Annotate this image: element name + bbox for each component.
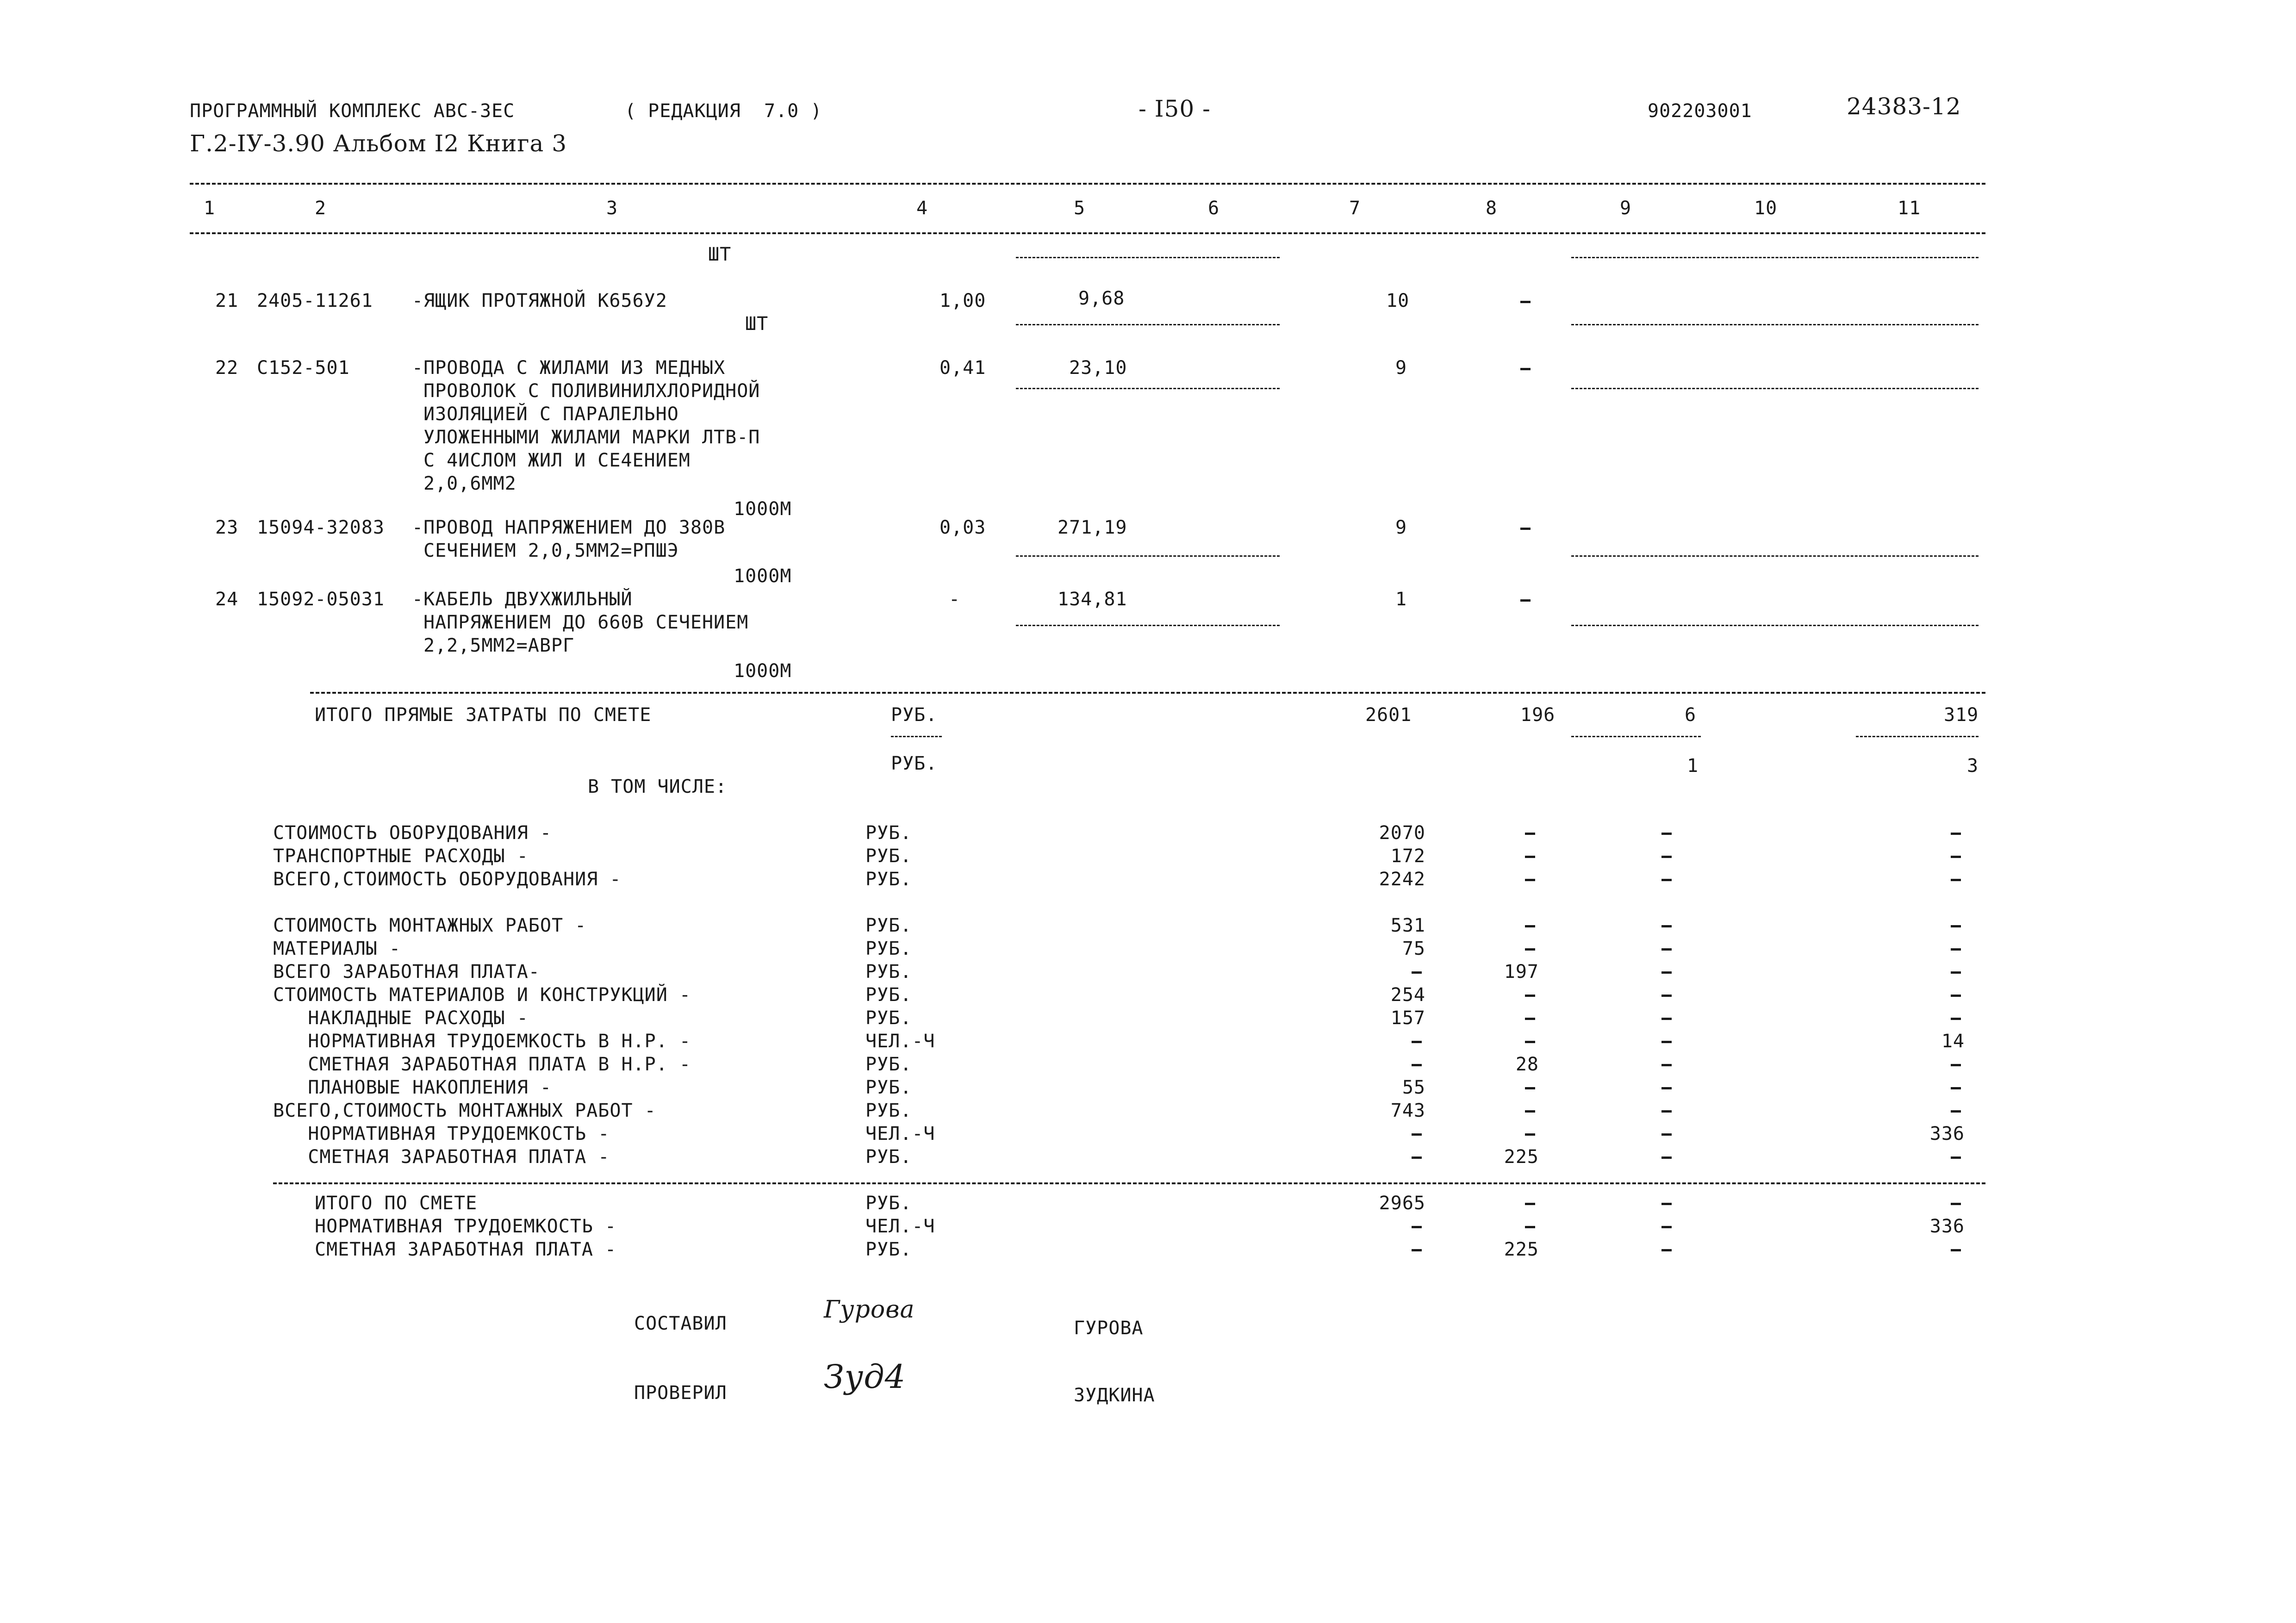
- summary-col9-dash: [1661, 995, 1672, 997]
- final-col7-dash: [1412, 1249, 1422, 1251]
- item-short-rule: [1571, 324, 1979, 325]
- summary-label: ВСЕГО ЗАРАБОТНАЯ ПЛАТА-: [273, 961, 540, 983]
- item-unit: ШТ: [745, 313, 769, 335]
- summary-unit: РУБ.: [865, 961, 912, 983]
- direct-col11: 319: [1944, 704, 1979, 726]
- checked-label: ПРОВЕРИЛ: [634, 1382, 727, 1404]
- rub-unit: РУБ.: [891, 704, 938, 726]
- direct-col7: 2601: [1365, 704, 1412, 726]
- composed-label: СОСТАВИЛ: [634, 1313, 727, 1334]
- summary-label: МАТЕРИАЛЫ -: [273, 938, 401, 959]
- including-label: В ТОМ ЧИСЛЕ:: [588, 776, 727, 797]
- summary-label: ПЛАНОВЫЕ НАКОПЛЕНИЯ -: [273, 1077, 552, 1098]
- summary-label: СТОИМОСТЬ МАТЕРИАЛОВ И КОНСТРУКЦИЙ -: [273, 984, 691, 1006]
- summary-col11-dash: [1951, 1087, 1961, 1089]
- final-col8: 225: [1504, 1239, 1539, 1260]
- summary-label: ВСЕГО,СТОИМОСТЬ МОНТАЖНЫХ РАБОТ -: [273, 1100, 656, 1121]
- summary-label: СМЕТНАЯ ЗАРАБОТНАЯ ПЛАТА В Н.Р. -: [273, 1054, 691, 1075]
- final-col11-dash: [1951, 1203, 1961, 1205]
- summary-col8: 28: [1515, 1054, 1539, 1075]
- item-name-line: УЛОЖЕННЫМИ ЖИЛАМИ МАРКИ ЛТВ-П: [423, 427, 760, 448]
- summary-label: СТОИМОСТЬ ОБОРУДОВАНИЯ -: [273, 822, 552, 844]
- header-rule-bottom: [190, 232, 1985, 234]
- carry-short-rule-right: [1571, 257, 1979, 258]
- summary-unit: РУБ.: [865, 1054, 912, 1075]
- item-short-rule: [1016, 324, 1280, 325]
- summary-label: ТРАНСПОРТНЫЕ РАСХОДЫ -: [273, 846, 529, 867]
- summary-label: ВСЕГО,СТОИМОСТЬ ОБОРУДОВАНИЯ -: [273, 869, 622, 890]
- summary-col8-dash: [1525, 833, 1535, 835]
- summary-col9-dash: [1661, 1018, 1672, 1020]
- header-rule-top: [190, 183, 1985, 185]
- item-number: 21: [215, 290, 239, 311]
- summary-col7: 743: [1390, 1100, 1425, 1121]
- summary-col8-dash: [1525, 1018, 1535, 1020]
- summary-unit: РУБ.: [865, 938, 912, 959]
- final-col9-dash: [1661, 1249, 1672, 1251]
- dash-mark: [1520, 599, 1531, 602]
- item-short-rule: [1571, 625, 1979, 626]
- item-name-line: -ПРОВОДА С ЖИЛАМИ ИЗ МЕДНЫХ: [412, 357, 726, 379]
- summary-col11-dash: [1951, 1157, 1961, 1159]
- item-number: 22: [215, 357, 239, 379]
- col-10: 10: [1754, 198, 1778, 219]
- summary-col11-dash: [1951, 1064, 1961, 1066]
- item-name-line: -КАБЕЛЬ ДВУХЖИЛЬНЫЙ: [412, 589, 633, 610]
- col-2: 2: [315, 198, 327, 219]
- final-col8-dash: [1525, 1203, 1535, 1205]
- carry-short-rule: [1016, 257, 1280, 258]
- direct-col8: 196: [1520, 704, 1556, 726]
- item-name-line: ИЗОЛЯЦИЕЙ С ПАРАЛЕЛЬНО: [423, 404, 679, 425]
- item-name-line: НАПРЯЖЕНИЕМ ДО 660В СЕЧЕНИЕМ: [423, 612, 749, 633]
- summary-col9-dash: [1661, 1087, 1672, 1089]
- item-short-rule: [1571, 388, 1979, 389]
- summary-unit: РУБ.: [865, 846, 912, 867]
- summary-col7: 55: [1402, 1077, 1425, 1098]
- final-col9-dash: [1661, 1226, 1672, 1228]
- col-11: 11: [1898, 198, 1921, 219]
- summary-unit: ЧЕЛ.-Ч: [865, 1031, 935, 1052]
- summary-col11-dash: [1951, 948, 1961, 951]
- item-col7: 10: [1386, 290, 1410, 311]
- item-name-line: ПРОВОЛОК С ПОЛИВИНИЛХЛОРИДНОЙ: [423, 380, 760, 402]
- summary-end-rule: [273, 1182, 1985, 1184]
- summary-unit: РУБ.: [865, 1007, 912, 1029]
- summary-col7: 2070: [1379, 822, 1425, 844]
- summary-col9-dash: [1661, 879, 1672, 881]
- summary-col11-dash: [1951, 1110, 1961, 1113]
- final-col11-dash: [1951, 1249, 1961, 1251]
- direct-col9: 6: [1685, 704, 1697, 726]
- summary-col7: 254: [1390, 984, 1425, 1006]
- summary-unit: РУБ.: [865, 822, 912, 844]
- summary-col9-dash: [1661, 925, 1672, 927]
- summary-label: НОРМАТИВНАЯ ТРУДОЕМКОСТЬ -: [273, 1123, 610, 1144]
- rub-unit: РУБ.: [891, 753, 938, 774]
- item-name-line: 2,0,6ММ2: [423, 473, 516, 494]
- summary-col8-dash: [1525, 879, 1535, 881]
- final-col7: 2965: [1379, 1193, 1425, 1214]
- summary-col11-dash: [1951, 856, 1961, 858]
- summary-col7: 531: [1390, 915, 1425, 936]
- item-name-line: -ПРОВОД НАПРЯЖЕНИЕМ ДО 380В: [412, 517, 726, 538]
- final-unit: РУБ.: [865, 1193, 912, 1214]
- item-price: 9,68: [1078, 288, 1125, 309]
- item-name-line: С 4ИСЛОМ ЖИЛ И СЕ4ЕНИЕМ: [423, 450, 691, 471]
- summary-col7-dash: [1412, 971, 1422, 974]
- summary-col11-dash: [1951, 995, 1961, 997]
- item-code: 15092-05031: [257, 589, 385, 610]
- final-col11: 336: [1929, 1216, 1965, 1237]
- col-3: 3: [606, 198, 618, 219]
- final-unit: ЧЕЛ.-Ч: [865, 1216, 935, 1237]
- sheet-id: 24383-12: [1847, 93, 1961, 120]
- col-9: 9: [1620, 198, 1632, 219]
- summary-label: НАКЛАДНЫЕ РАСХОДЫ -: [273, 1007, 529, 1029]
- summary-col9-dash: [1661, 1041, 1672, 1043]
- carry-unit: ШТ: [708, 244, 732, 265]
- summary-col11-dash: [1951, 833, 1961, 835]
- item-short-rule: [1571, 555, 1979, 557]
- summary-col9-dash: [1661, 1064, 1672, 1066]
- item-quantity: 0,03: [940, 517, 986, 538]
- direct-col9-second: 1: [1687, 755, 1699, 777]
- item-code: 15094-32083: [257, 517, 385, 538]
- item-unit: 1000М: [734, 660, 792, 682]
- col-5: 5: [1074, 198, 1086, 219]
- summary-unit: РУБ.: [865, 984, 912, 1006]
- short-rule: [1571, 736, 1701, 737]
- album-reference: Г.2-IУ-3.90 Альбом I2 Книга 3: [190, 130, 567, 157]
- dash-mark: [1520, 301, 1531, 303]
- final-label: СМЕТНАЯ ЗАРАБОТНАЯ ПЛАТА -: [315, 1239, 617, 1260]
- composed-name: ГУРОВА: [1074, 1318, 1144, 1339]
- summary-col9-dash: [1661, 856, 1672, 858]
- item-price: 23,10: [1069, 357, 1127, 379]
- col-1: 1: [204, 198, 216, 219]
- summary-col7-dash: [1412, 1133, 1422, 1136]
- item-quantity: 0,41: [940, 357, 986, 379]
- summary-col7: 157: [1390, 1007, 1425, 1029]
- page-number: - I50 -: [1139, 95, 1211, 122]
- item-number: 23: [215, 517, 239, 538]
- final-unit: РУБ.: [865, 1239, 912, 1260]
- summary-unit: РУБ.: [865, 1077, 912, 1098]
- summary-col11-dash: [1951, 971, 1961, 974]
- short-rule: [891, 736, 942, 737]
- summary-col8-dash: [1525, 948, 1535, 951]
- edition-label: ( РЕДАКЦИЯ 7.0 ): [625, 100, 822, 122]
- summary-col8-dash: [1525, 1041, 1535, 1043]
- dash-mark: [1520, 528, 1531, 530]
- summary-label: СТОИМОСТЬ МОНТАЖНЫХ РАБОТ -: [273, 915, 587, 936]
- summary-col8-dash: [1525, 1110, 1535, 1113]
- direct-col11-second: 3: [1967, 755, 1979, 777]
- summary-col7-dash: [1412, 1157, 1422, 1159]
- summary-unit: РУБ.: [865, 915, 912, 936]
- item-short-rule: [1016, 388, 1280, 389]
- final-col7-dash: [1412, 1226, 1422, 1228]
- summary-col8-dash: [1525, 1133, 1535, 1136]
- col-8: 8: [1486, 198, 1498, 219]
- checked-name: ЗУДКИНА: [1074, 1385, 1155, 1406]
- summary-col8-dash: [1525, 856, 1535, 858]
- summary-col8: 197: [1504, 961, 1539, 983]
- item-price: 271,19: [1058, 517, 1127, 538]
- summary-unit: РУБ.: [865, 869, 912, 890]
- summary-col7: 75: [1402, 938, 1425, 959]
- summary-col7-dash: [1412, 1064, 1422, 1066]
- item-unit: 1000М: [734, 498, 792, 520]
- item-short-rule: [1016, 555, 1280, 557]
- final-label: НОРМАТИВНАЯ ТРУДОЕМКОСТЬ -: [315, 1216, 617, 1237]
- final-label: ИТОГО ПО СМЕТЕ: [315, 1193, 478, 1214]
- item-col7: 1: [1395, 589, 1407, 610]
- col-4: 4: [916, 198, 928, 219]
- item-code: С152-501: [257, 357, 350, 379]
- item-col7: 9: [1395, 517, 1407, 538]
- program-title: ПРОГРАММНЫЙ КОМПЛЕКС АВС-3ЕС: [190, 100, 515, 122]
- item-col7: 9: [1395, 357, 1407, 379]
- summary-col11: 14: [1941, 1031, 1965, 1052]
- summary-col7-dash: [1412, 1041, 1422, 1043]
- summary-col8-dash: [1525, 1087, 1535, 1089]
- item-quantity: -: [949, 589, 961, 610]
- checked-signature: Зуд4: [824, 1358, 906, 1396]
- item-name-line: СЕЧЕНИЕМ 2,0,5ММ2=РПШЭ: [423, 540, 679, 561]
- summary-col7: 172: [1390, 846, 1425, 867]
- document-code: 902203001: [1648, 100, 1752, 122]
- dash-mark: [1520, 368, 1531, 370]
- item-code: 2405-11261: [257, 290, 373, 311]
- summary-col8-dash: [1525, 925, 1535, 927]
- summary-col7: 2242: [1379, 869, 1425, 890]
- item-name-line: -ЯЩИК ПРОТЯЖНОЙ К656У2: [412, 290, 667, 311]
- summary-col11: 336: [1929, 1123, 1965, 1144]
- summary-col11-dash: [1951, 1018, 1961, 1020]
- summary-col9-dash: [1661, 1157, 1672, 1159]
- summary-col11-dash: [1951, 925, 1961, 927]
- short-rule: [1856, 736, 1979, 737]
- summary-col9-dash: [1661, 1110, 1672, 1113]
- summary-col9-dash: [1661, 971, 1672, 974]
- item-unit: 1000М: [734, 566, 792, 587]
- summary-unit: РУБ.: [865, 1100, 912, 1121]
- final-col9-dash: [1661, 1203, 1672, 1205]
- items-end-rule: [310, 692, 1985, 694]
- summary-col8: 225: [1504, 1146, 1539, 1168]
- composed-signature: Гурова: [824, 1296, 915, 1324]
- summary-unit: ЧЕЛ.-Ч: [865, 1123, 935, 1144]
- summary-col8-dash: [1525, 995, 1535, 997]
- summary-unit: РУБ.: [865, 1146, 912, 1168]
- item-name-line: 2,2,5ММ2=АВРГ: [423, 635, 575, 656]
- final-col8-dash: [1525, 1226, 1535, 1228]
- col-7: 7: [1349, 198, 1361, 219]
- item-price: 134,81: [1058, 589, 1127, 610]
- summary-col9-dash: [1661, 948, 1672, 951]
- item-number: 24: [215, 589, 239, 610]
- item-quantity: 1,00: [940, 290, 986, 311]
- summary-col9-dash: [1661, 1133, 1672, 1136]
- summary-col11-dash: [1951, 879, 1961, 881]
- summary-label: НОРМАТИВНАЯ ТРУДОЕМКОСТЬ В Н.Р. -: [273, 1031, 691, 1052]
- item-short-rule: [1016, 625, 1280, 626]
- col-6: 6: [1208, 198, 1220, 219]
- summary-label: СМЕТНАЯ ЗАРАБОТНАЯ ПЛАТА -: [273, 1146, 610, 1168]
- summary-col9-dash: [1661, 833, 1672, 835]
- direct-cost-label: ИТОГО ПРЯМЫЕ ЗАТРАТЫ ПО СМЕТЕ: [315, 704, 652, 726]
